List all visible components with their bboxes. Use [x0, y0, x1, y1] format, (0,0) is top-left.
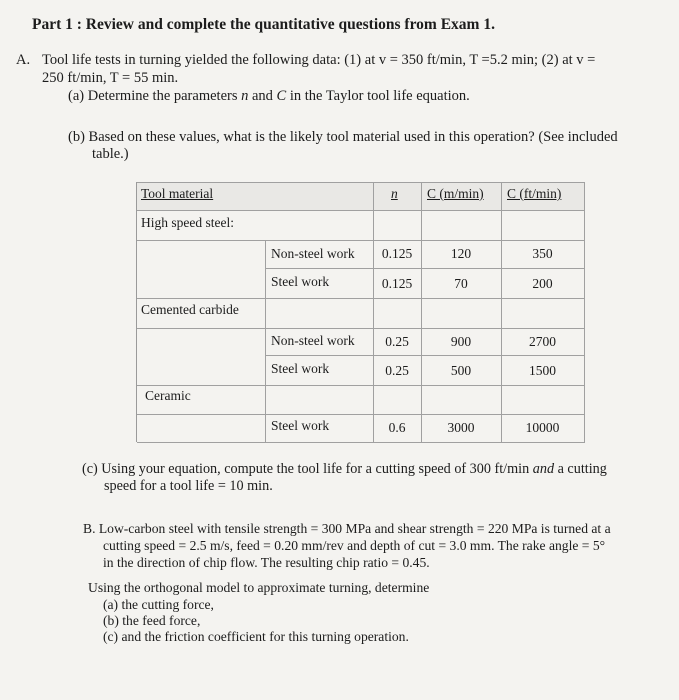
value-c-m: 3000 [447, 420, 475, 435]
work-type: Steel work [271, 361, 330, 376]
value-c-ft: 1500 [529, 363, 556, 378]
subquestion-b-line1: (b) Based on these values, what is the likely tool material used in this operation? (See included [68, 129, 618, 145]
group-high-speed-steel: High speed steel: [141, 215, 234, 230]
work-type: Non-steel work [271, 246, 355, 261]
value-c-m: 70 [454, 276, 468, 291]
value-n: 0.125 [381, 276, 413, 291]
question-b-line2: cutting speed = 2.5 m/s, feed = 0.20 mm/rev and depth of cut = 3.0 mm. The rake angle = 5° [103, 538, 606, 553]
question-a-line2: 250 ft/min, T = 55 min. [42, 70, 179, 86]
question-a-text: Tool life tests in turning yielded the following data: (1) at v = 350 ft/min, T =5.2 min; (2) at v = [42, 52, 596, 68]
list-item: (a) the cutting force, [103, 597, 214, 612]
value-c-ft: 200 [532, 276, 553, 291]
value-n: 0.6 [388, 420, 406, 435]
work-type: Steel work [271, 274, 330, 289]
subquestion-b-line2: table.) [92, 146, 129, 162]
value-c-ft: 10000 [525, 420, 560, 435]
subquestion-a: (a) Determine the parameters n and C in the Taylor tool life equation. [68, 88, 470, 104]
tool-material-table [136, 182, 585, 442]
header-tool-material: Tool material [141, 186, 214, 201]
value-c-ft: 350 [532, 246, 553, 261]
group-ceramic: Ceramic [145, 388, 191, 403]
question-b-line1: B. Low-carbon steel with tensile strength = 300 MPa and shear strength = 220 MPa is turned at a [83, 521, 611, 536]
orthogonal-model-prompt: Using the orthogonal model to approximate turning, determine [88, 580, 430, 595]
group-cemented-carbide: Cemented carbide [141, 302, 239, 317]
header-c-m-min: C (m/min) [427, 186, 484, 201]
list-item: (c) and the friction coefficient for this turning operation. [103, 629, 409, 644]
value-n: 0.125 [381, 246, 413, 261]
list-item: (b) the feed force, [103, 613, 201, 628]
header-c-ft-min: C (ft/min) [507, 186, 562, 201]
question-b-line3: in the direction of chip flow. The resulting chip ratio = 0.45. [103, 555, 430, 570]
value-n: 0.25 [385, 334, 409, 349]
page-title: Part 1 : Review and complete the quantitative questions from Exam 1. [32, 16, 495, 33]
question-a-line1 [16, 52, 595, 69]
value-n: 0.25 [385, 363, 409, 378]
value-c-ft: 2700 [529, 334, 556, 349]
value-c-m: 900 [450, 334, 472, 349]
value-c-m: 500 [450, 363, 472, 378]
subquestion-c-line2: speed for a tool life = 10 min. [104, 478, 273, 494]
subquestion-c-line1: (c) Using your equation, compute the tool life for a cutting speed of 300 ft/min and a cutting [82, 461, 607, 477]
question-a-label: A. [16, 52, 31, 68]
header-n: n [391, 186, 398, 201]
work-type: Non-steel work [271, 333, 355, 348]
work-type: Steel work [271, 418, 330, 433]
value-c-m: 120 [450, 246, 472, 261]
